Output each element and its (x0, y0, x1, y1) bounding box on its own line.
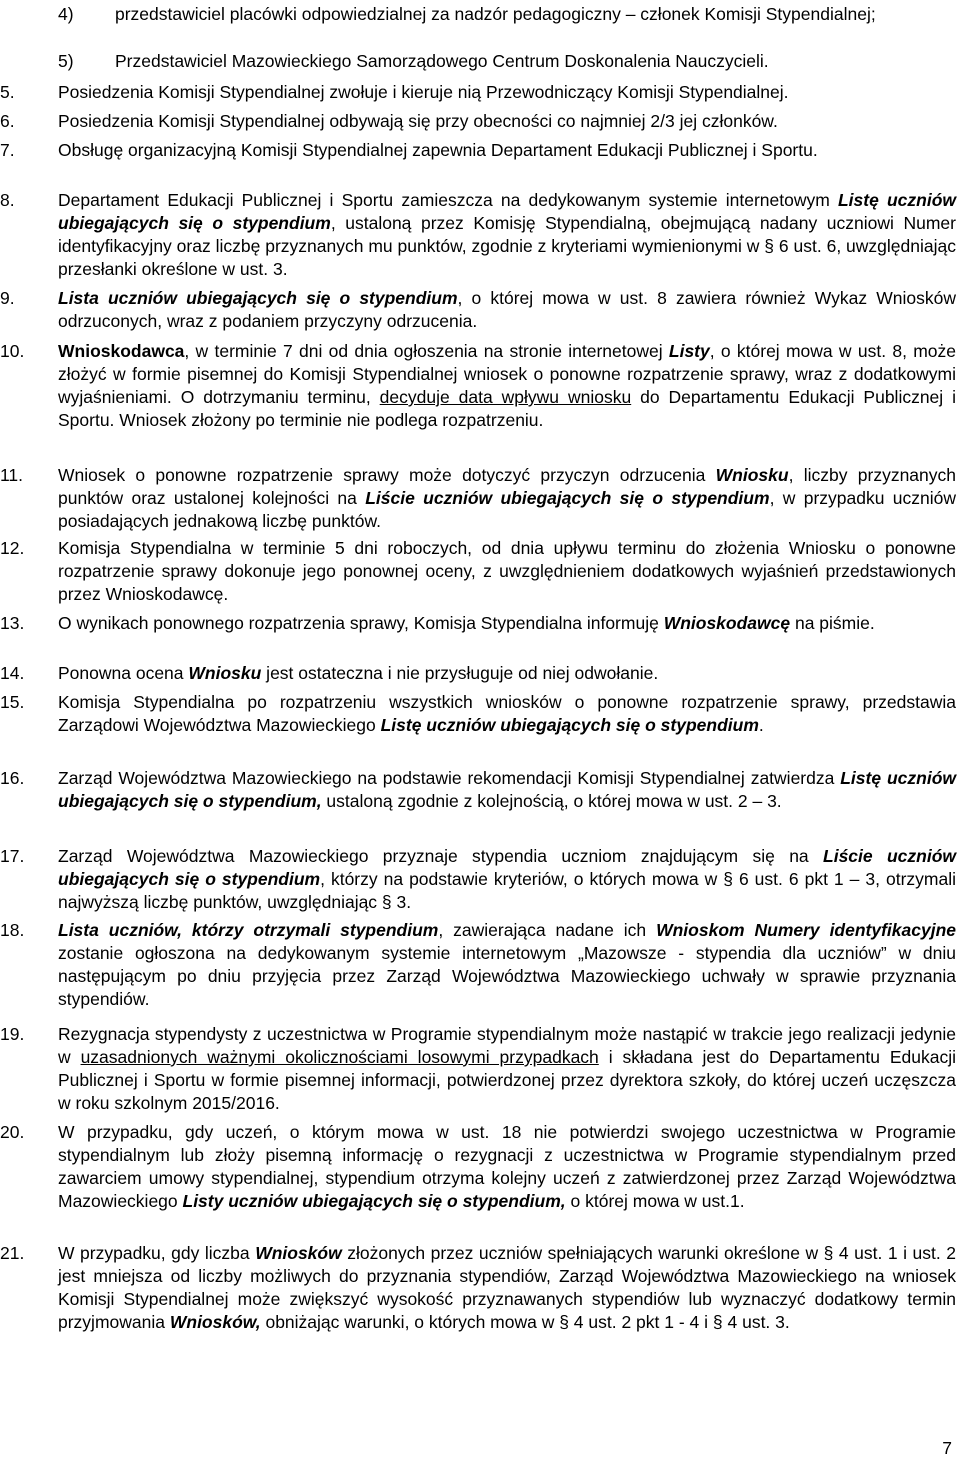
text-segment: Zarząd Województwa Mazowieckiego na podstawie rekomendacji Komisji Stypendialnej zatwierdza (58, 768, 841, 788)
text-segment: , o której mowa w ust. 8 zawiera również Wykaz Wniosków odrzuconych, wraz z podaniem przyczyny odrzucenia. (58, 288, 956, 331)
emphasized-text: Lista uczniów ubiegających się o stypendium (58, 288, 458, 308)
emphasized-text: Wniosków (255, 1243, 342, 1263)
text-segment: o której mowa w ust.1. (565, 1191, 745, 1211)
item-text (58, 767, 956, 813)
text-segment: Rezygnacja stypendysty z uczestnictwa w Programie stypendialnym może nastąpić w trakcie jego realizacji jedynie w (58, 1024, 956, 1067)
text-segment: Obsługę organizacyjną Komisji Stypendialnej zapewnia Departament Edukacji Publicznej i Sportu. (58, 140, 818, 160)
text-segment: Posiedzenia Komisji Stypendialnej odbywają się przy obecności co najmniej 2/3 jej członków. (58, 111, 778, 131)
item-number: 5. (0, 82, 15, 102)
emphasized-text: Liście uczniów ubiegających się o stypendium (58, 846, 957, 889)
item-number: 18. (0, 920, 25, 940)
page-number: 7 (942, 1438, 952, 1458)
text-segment: , którzy na podstawie kryteriów, o których mowa w § 6 ust. 6 pkt 1 – 3, otrzymali najwyższą liczbę punktów, uwzględniając § 3. (58, 869, 956, 912)
emphasized-text: Wnioskodawca (58, 341, 185, 361)
text-segment: Przedstawiciel Mazowieckiego Samorządowego Centrum Doskonalenia Nauczycieli. (115, 51, 769, 71)
item-text (58, 537, 956, 606)
item-number: 13. (0, 613, 25, 633)
item-text (58, 287, 956, 333)
emphasized-text: Listy uczniów ubiegających się o stypendium, (182, 1191, 566, 1211)
item-number: 16. (0, 768, 25, 788)
text-segment: , zawierająca nadane ich (438, 920, 657, 940)
item-number: 10. (0, 341, 25, 361)
item-number: 14. (0, 663, 25, 683)
item-number: 6. (0, 111, 15, 131)
text-segment: Komisja Stypendialna w terminie 5 dni roboczych, od dnia upływu terminu do złożenia Wniosku o ponowne rozpatrzenie sprawy dokonuje jego ponownej oceny, z uwzględnieniem dodatkowych wyjaśnień przedstawionych przez Wnioskodawcę. (58, 538, 956, 604)
emphasized-text: Lista uczniów, którzy otrzymali stypendium (58, 920, 439, 940)
item-text (58, 1242, 956, 1334)
item-text (58, 139, 956, 162)
item-number: 7. (0, 140, 15, 160)
item-number: 20. (0, 1122, 25, 1142)
item-text (58, 612, 956, 635)
text-segment: zostanie ogłoszona na dedykowanym systemie internetowym „Mazowsze - stypendia dla uczniów” w dniu następującym po dniu przyjęcia przez Zarząd Województwa Mazowieckiego uchwały w sprawie przyznania stypendiów. (58, 943, 956, 1009)
item-number: 15. (0, 692, 25, 712)
item-text (58, 81, 956, 104)
underlined-text: decyduje data wpływu wniosku (379, 387, 632, 407)
text-segment: przedstawiciel placówki odpowiedzialnej za nadzór pedagogiczny – członek Komisji Stypendialnej; (115, 4, 876, 24)
item-text (58, 662, 956, 685)
emphasized-text: Wnioskom Numery identyfikacyjne (656, 920, 957, 940)
text-segment: , ustaloną przez Komisję Stypendialną, obejmującą nadany uczniowi Numer identyfikacyjny oraz liczbę przyznanych mu punktów, zgodnie z kryteriami wymienionymi w § 6 ust. 6, uwzględniając przesłanki określone w ust. 3. (58, 213, 956, 279)
item-number: 8. (0, 190, 15, 210)
text-segment: . (758, 715, 764, 735)
item-number: 19. (0, 1024, 25, 1044)
item-text (58, 110, 956, 133)
item-text (58, 340, 956, 432)
text-segment: W przypadku, gdy uczeń, o którym mowa w ust. 18 nie potwierdzi swojego uczestnictwa w Programie stypendialnym lub złoży pisemną informację o rezygnacji z uczestnictwa w Programie stypendialnym przed zawarciem umowy stypendialnej, stypendium otrzyma kolejny uczeń z zatwierdzonej przez Zarząd Województwa Mazowieckiego (58, 1122, 956, 1211)
text-segment: do Departamentu Edukacji Publicznej i Sportu. Wniosek złożony po terminie nie podlega rozpatrzeniu. (58, 387, 956, 430)
text-segment: Komisja Stypendialna po rozpatrzeniu wszystkich wniosków o ponowne rozpatrzenie sprawy, przedstawia Zarządowi Województwa Mazowieckiego (58, 692, 956, 735)
text-segment: , liczby przyznanych punktów oraz ustalonej kolejności na (58, 465, 956, 508)
text-segment: Wniosek o ponowne rozpatrzenie sprawy może dotyczyć przyczyn odrzucenia (58, 465, 716, 485)
emphasized-text: Liście uczniów ubiegających się o stypendium (365, 488, 770, 508)
item-text (58, 845, 956, 914)
item-number: 9. (0, 288, 15, 308)
text-segment: Posiedzenia Komisji Stypendialnej zwołuje i kieruje nią Przewodniczący Komisji Stypendialnej. (58, 82, 789, 102)
text-segment: W przypadku, gdy liczba (58, 1243, 256, 1263)
item-text (58, 189, 956, 281)
item-number: 17. (0, 846, 25, 866)
emphasized-text: Listę uczniów ubiegających się o stypendium (380, 715, 759, 735)
text-segment: obniżając warunki, o których mowa w § 4 ust. 2 pkt 1 - 4 i § 4 ust. 3. (260, 1312, 790, 1332)
item-text (115, 3, 956, 26)
text-segment: jest ostateczna i nie przysługuje od niej odwołanie. (261, 663, 659, 683)
text-segment: Ponowna ocena (58, 663, 189, 683)
text-segment: , w terminie 7 dni od dnia ogłoszenia na stronie internetowej (184, 341, 669, 361)
text-segment: złożonych przez uczniów spełniających warunki określone w § 4 ust. 1 i ust. 2 jest mniejsza od liczby możliwych do przyznania stypendiów, Zarząd Województwa Mazowieckiego na wniosek Komisji Stypendialnej może zwiększyć wysokość przyznawanych stypendiów lub wyznaczyć dodatkowy termin przyjmowania (58, 1243, 957, 1332)
item-text (115, 50, 956, 73)
item-text (58, 464, 956, 533)
item-number: 5) (58, 51, 74, 71)
emphasized-text: Wniosków, (169, 1312, 261, 1332)
emphasized-text: Wniosku (188, 663, 262, 683)
item-text (58, 1023, 956, 1115)
emphasized-text: Wniosku (715, 465, 789, 485)
text-segment: ustaloną zgodnie z kolejnością, o której mowa w ust. 2 – 3. (321, 791, 782, 811)
text-segment: Zarząd Województwa Mazowieckiego przyznaje stypendia uczniom znajdującym się na (58, 846, 824, 866)
item-text (58, 691, 956, 737)
emphasized-text: Wnioskodawcę (663, 613, 791, 633)
text-segment: , o której mowa w ust. 8, może złożyć w formie pisemnej do Komisji Stypendialnej wniosek o ponowne rozpatrzenie sprawy, wraz z dodatkowymi wyjaśnieniami. O dotrzymaniu terminu, (58, 341, 956, 407)
item-text (58, 919, 956, 1011)
item-number: 4) (58, 4, 74, 24)
item-number: 12. (0, 538, 25, 558)
text-segment: O wynikach ponownego rozpatrzenia sprawy, Komisja Stypendialna informuję (58, 613, 664, 633)
item-number: 21. (0, 1243, 25, 1263)
underlined-text: uzasadnionych ważnymi okolicznościami losowymi przypadkach (80, 1047, 599, 1067)
text-segment: Departament Edukacji Publicznej i Sportu zamieszcza na dedykowanym systemie internetowym (58, 190, 838, 210)
emphasized-text: Listy (668, 341, 710, 361)
item-number: 11. (0, 465, 24, 485)
emphasized-text: Listę uczniów ubiegających się o stypendium (58, 190, 956, 233)
emphasized-text: Listę uczniów ubiegających się o stypendium, (58, 768, 956, 811)
text-segment: i składana jest do Departamentu Edukacji Publicznej i Sportu w formie pisemnej informacji, potwierdzonej przez dyrektora szkoły, do której uczeń uczęszcza w roku szkolnym 2015/2016. (58, 1047, 956, 1113)
text-segment: , w przypadku uczniów posiadających jednakową liczbę punktów. (58, 488, 956, 531)
item-text (58, 1121, 956, 1213)
text-segment: na piśmie. (790, 613, 875, 633)
